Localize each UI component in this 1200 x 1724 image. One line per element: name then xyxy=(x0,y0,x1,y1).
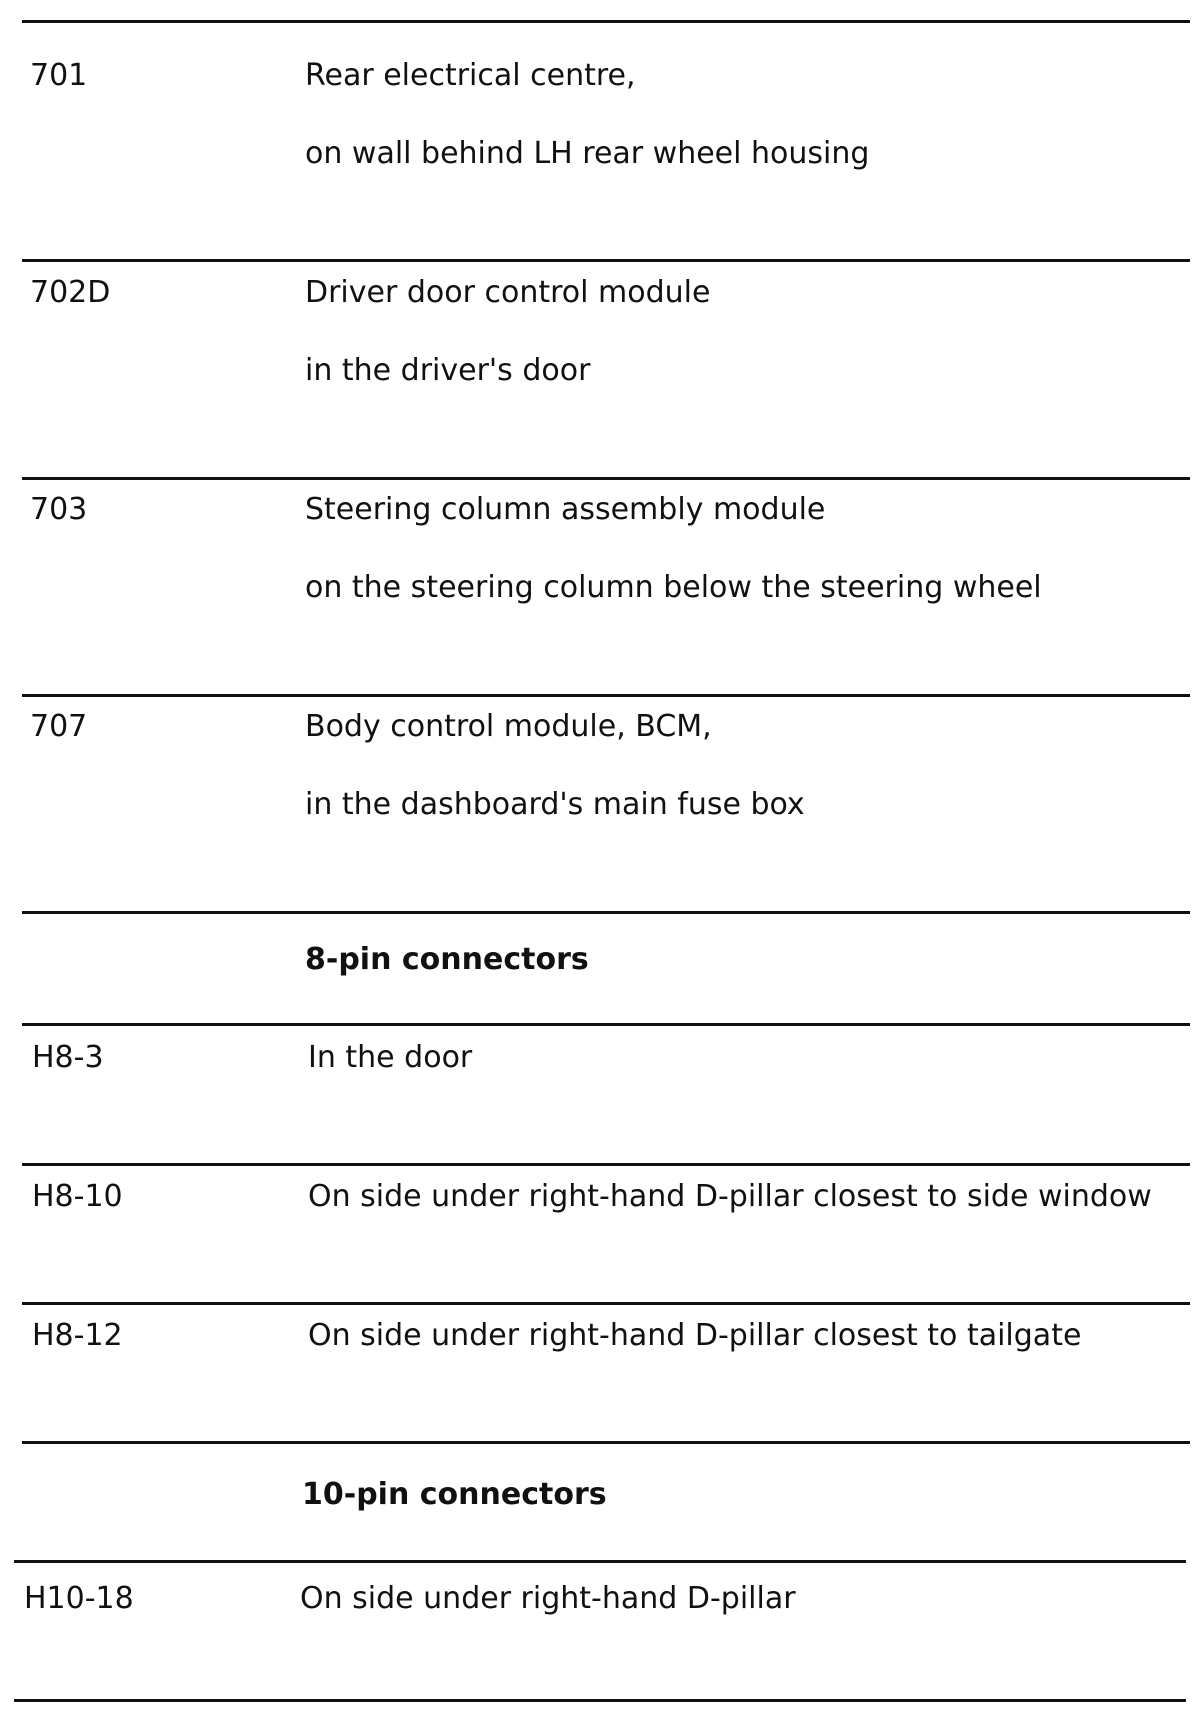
table-rule xyxy=(22,259,1190,262)
table-rule xyxy=(22,477,1190,480)
table-rule xyxy=(22,1023,1190,1026)
connector-code: H10-18 xyxy=(24,1581,134,1616)
location-description: Steering column assembly module xyxy=(305,492,826,527)
connector-code: H8-12 xyxy=(32,1318,123,1353)
location-detail: in the driver's door xyxy=(305,353,591,388)
table-rule xyxy=(22,1302,1190,1305)
connector-location: In the door xyxy=(308,1040,473,1075)
connector-code: H8-10 xyxy=(32,1179,123,1214)
location-code: 703 xyxy=(30,492,88,527)
table-rule xyxy=(22,911,1190,914)
section-heading: 8-pin connectors xyxy=(305,942,589,977)
table-rule-top xyxy=(22,20,1190,23)
location-detail: on wall behind LH rear wheel housing xyxy=(305,136,870,171)
location-code: 707 xyxy=(30,709,88,744)
connector-location: On side under right-hand D-pillar closest to tailgate xyxy=(308,1318,1082,1353)
section-heading: 10-pin connectors xyxy=(302,1477,607,1512)
table-rule-bottom xyxy=(14,1699,1186,1702)
location-code: 701 xyxy=(30,58,88,93)
table-rule xyxy=(22,694,1190,697)
location-code: 702D xyxy=(30,275,111,310)
connector-code: H8-3 xyxy=(32,1040,104,1075)
location-description: Rear electrical centre, xyxy=(305,58,636,93)
location-description: Body control module, BCM, xyxy=(305,709,712,744)
connector-location: On side under right-hand D-pillar xyxy=(300,1581,796,1616)
table-rule xyxy=(22,1441,1190,1444)
location-detail: in the dashboard's main fuse box xyxy=(305,787,805,822)
location-description: Driver door control module xyxy=(305,275,711,310)
connector-location: On side under right-hand D-pillar closest to side window xyxy=(308,1179,1152,1214)
location-detail: on the steering column below the steering wheel xyxy=(305,570,1042,605)
table-rule xyxy=(14,1560,1186,1563)
table-rule xyxy=(22,1163,1190,1166)
